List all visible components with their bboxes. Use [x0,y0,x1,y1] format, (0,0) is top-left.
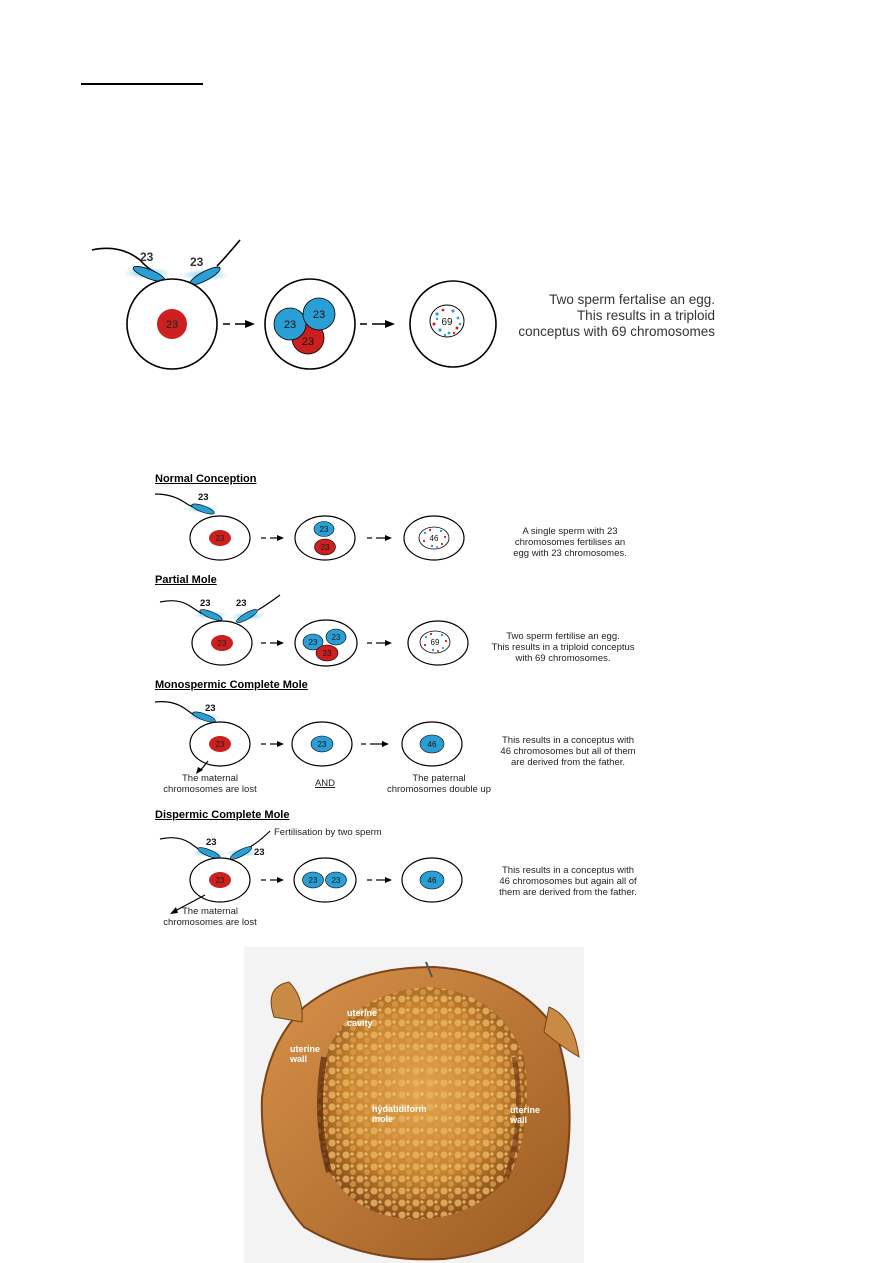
nucleus-label: 23 [331,633,341,642]
normal-description: A single sperm with 23 chromosomes fertilises an egg with 23 chromosomes. [513,526,627,559]
dispermic-description: This results in a conceptus with 46 chromosomes but again all of them are derived from the father. [499,865,637,898]
figure-partial-mole-large [85,238,505,398]
maternal-lost-note: The maternal chromosomes are lost [163,773,257,795]
label-uterine-cavity: uterine cavity [347,1008,378,1028]
nucleus-label: 23 [312,309,326,321]
arrow-head [277,877,284,883]
maternal-label: 23 [215,876,225,885]
section-heading-underline [81,83,203,85]
nucleus-label: 23 [308,638,318,647]
maternal-lost-note-dispermic: The maternal chromosomes are lost [163,906,257,928]
maternal-label: 23 [165,319,179,331]
figure-monospermic [150,694,490,774]
result-label: 46 [429,534,439,543]
maternal-label: 23 [215,740,225,749]
result-label: 69 [430,638,440,647]
partial-description: Two sperm fertilise an egg. This results in a triploid conceptus with 69 chromosomes. [491,631,635,664]
sperm-label: 23 [205,703,216,714]
nucleus-label: 23 [301,336,315,348]
arrow-head [382,741,389,747]
figure-dispermic [150,825,490,915]
nucleus-label: 23 [320,543,330,552]
sperm-label: 23 [190,255,204,269]
arrow-head [277,640,284,646]
sperm-tail [155,702,195,716]
arrow-head [385,640,392,646]
nucleus-label: 23 [319,525,329,534]
arrow-head [245,320,255,328]
heading-partial-mole: Partial Mole [155,574,217,586]
figure-normal-conception [150,488,490,568]
result-label: 46 [427,740,437,749]
maternal-label: 23 [215,534,225,543]
sperm-tail [155,494,195,508]
arrow-head [277,741,284,747]
arrow-head [385,535,392,541]
sperm-tail [160,601,202,614]
maternal-label: 23 [217,639,227,648]
result-label: 69 [441,317,453,328]
sperm-label: 23 [200,598,211,609]
nucleus-label: 23 [283,319,297,331]
result-label: 46 [427,876,437,885]
heading-normal-conception: Normal Conception [155,473,257,485]
nucleus-label: 23 [308,876,318,885]
monospermic-description: This results in a conceptus with 46 chromosomes but all of them are derived from the father. [500,735,636,768]
figure-partial-mole [150,590,490,670]
sperm-tail [160,838,202,852]
sperm-label: 23 [236,598,247,609]
arrow-head [385,320,395,328]
heading-dispermic-complete-mole: Dispermic Complete Mole [155,809,290,821]
nucleus-label: 23 [331,876,341,885]
arrow-head [385,877,392,883]
figure1-caption: Two sperm fertalise an egg. This results in a triploid conceptus with 69 chromosomes [518,292,715,339]
sperm-label: 23 [198,492,209,503]
fertilisation-note: Fertilisation by two sperm [274,827,382,838]
label-uterine-wall-left: uterine wall [290,1044,321,1064]
paternal-double-note: The paternal chromosomes double up [386,773,492,795]
sperm-tail [250,831,270,847]
sperm-tail [217,240,240,266]
sperm-label: 23 [254,847,265,858]
label-hydatidiform-mole: hydatidiform mole [372,1104,427,1124]
sperm-label: 23 [140,250,154,264]
heading-monospermic-complete-mole: Monospermic Complete Mole [155,679,308,691]
arrow-head [277,535,284,541]
sperm-label: 23 [206,837,217,848]
nucleus-label: 23 [322,649,332,658]
label-uterine-wall-right: uterine wall [510,1105,541,1125]
sperm-tail [258,595,280,610]
nucleus-label: 23 [317,740,327,749]
and-label: AND [314,778,336,789]
